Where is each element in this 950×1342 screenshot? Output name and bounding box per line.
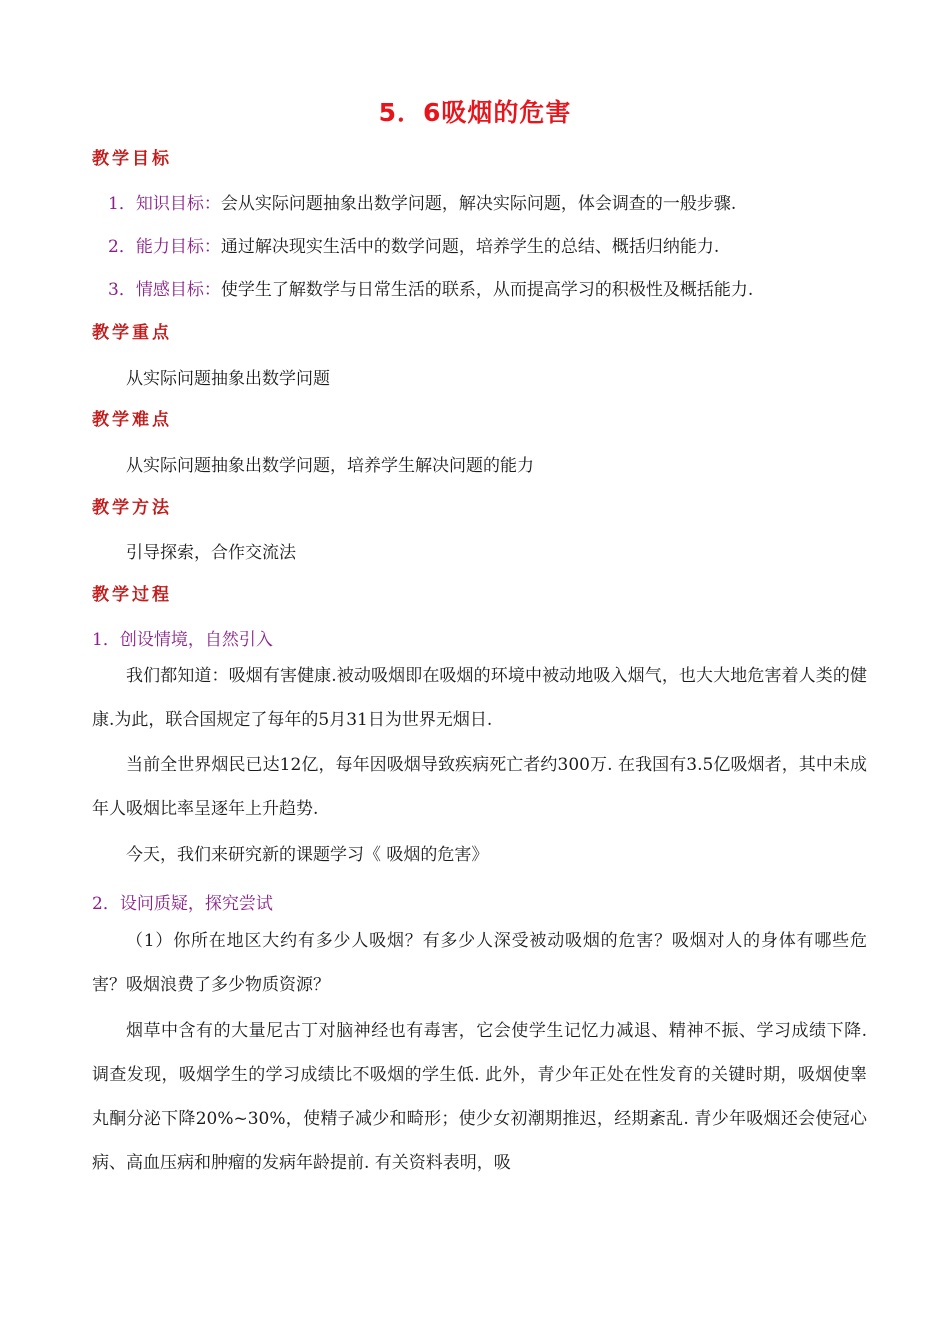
paragraph: 当前全世界烟民已达12亿，每年因吸烟导致疾病死亡者约300万. 在我国有3.5亿吸烟者，其中未成年人吸烟比率呈逐年上升趋势.: [92, 755, 867, 819]
paragraph: 烟草中含有的大量尼古丁对脑神经也有毒害，它会使学生记忆力减退、精神不振、学习成绩下降. 调查发现，吸烟学生的学习成绩比不吸烟的学生低. 此外，青少年正处在性发育的关键时期，吸烟使睾丸酮分泌下降20%~30%，使精子减少和畸形；使少女初潮期推迟，经期紊乱. 青少年吸烟还会使冠心病、高血压病和肿瘤的发病年龄提前. 有关资料表明，吸: [92, 1021, 867, 1173]
paragraph: 我们都知道：吸烟有害健康.被动吸烟即在吸烟的环境中被动地吸入烟气，也大大地危害着人类的健康.为此，联合国规定了每年的5月31日为世界无烟日.: [92, 666, 867, 730]
key-points-text: 从实际问题抽象出数学问题: [126, 369, 330, 389]
objective-item: [108, 275, 753, 300]
heading-objectives: 教学目标: [92, 149, 172, 169]
objective-label: 1．知识目标：: [108, 194, 221, 214]
heading-methods: 教学方法: [92, 498, 172, 518]
objective-item: [108, 189, 736, 214]
heading-difficulties: 教学难点: [92, 410, 172, 430]
objective-text: 通过解决现实生活中的数学问题，培养学生的总结、概括归纳能力.: [220, 237, 720, 257]
difficulties-text: 从实际问题抽象出数学问题，培养学生解决问题的能力: [126, 456, 534, 476]
heading-key-points: 教学重点: [92, 323, 172, 343]
page-title: 5．6吸烟的危害: [378, 98, 572, 127]
objective-text: 使学生了解数学与日常生活的联系，从而提高学习的积极性及概括能力.: [220, 280, 754, 300]
objective-label: 2．能力目标：: [108, 237, 221, 257]
methods-text: 引导探索，合作交流法: [126, 543, 296, 563]
step-title: 1．创设情境，自然引入: [92, 630, 273, 650]
step-title: 2．设问质疑，探究尝试: [92, 894, 273, 914]
heading-process: 教学过程: [92, 585, 172, 605]
objective-text: 会从实际问题抽象出数学问题，解决实际问题，体会调查的一般步骤.: [220, 194, 737, 214]
objective-label: 3．情感目标：: [108, 280, 221, 300]
objective-item: [108, 232, 719, 257]
paragraph: 今天，我们来研究新的课题学习《 吸烟的危害》: [126, 845, 489, 865]
paragraph: （1）你所在地区大约有多少人吸烟？有多少人深受被动吸烟的危害？吸烟对人的身体有哪些危害？吸烟浪费了多少物质资源？: [92, 931, 867, 995]
